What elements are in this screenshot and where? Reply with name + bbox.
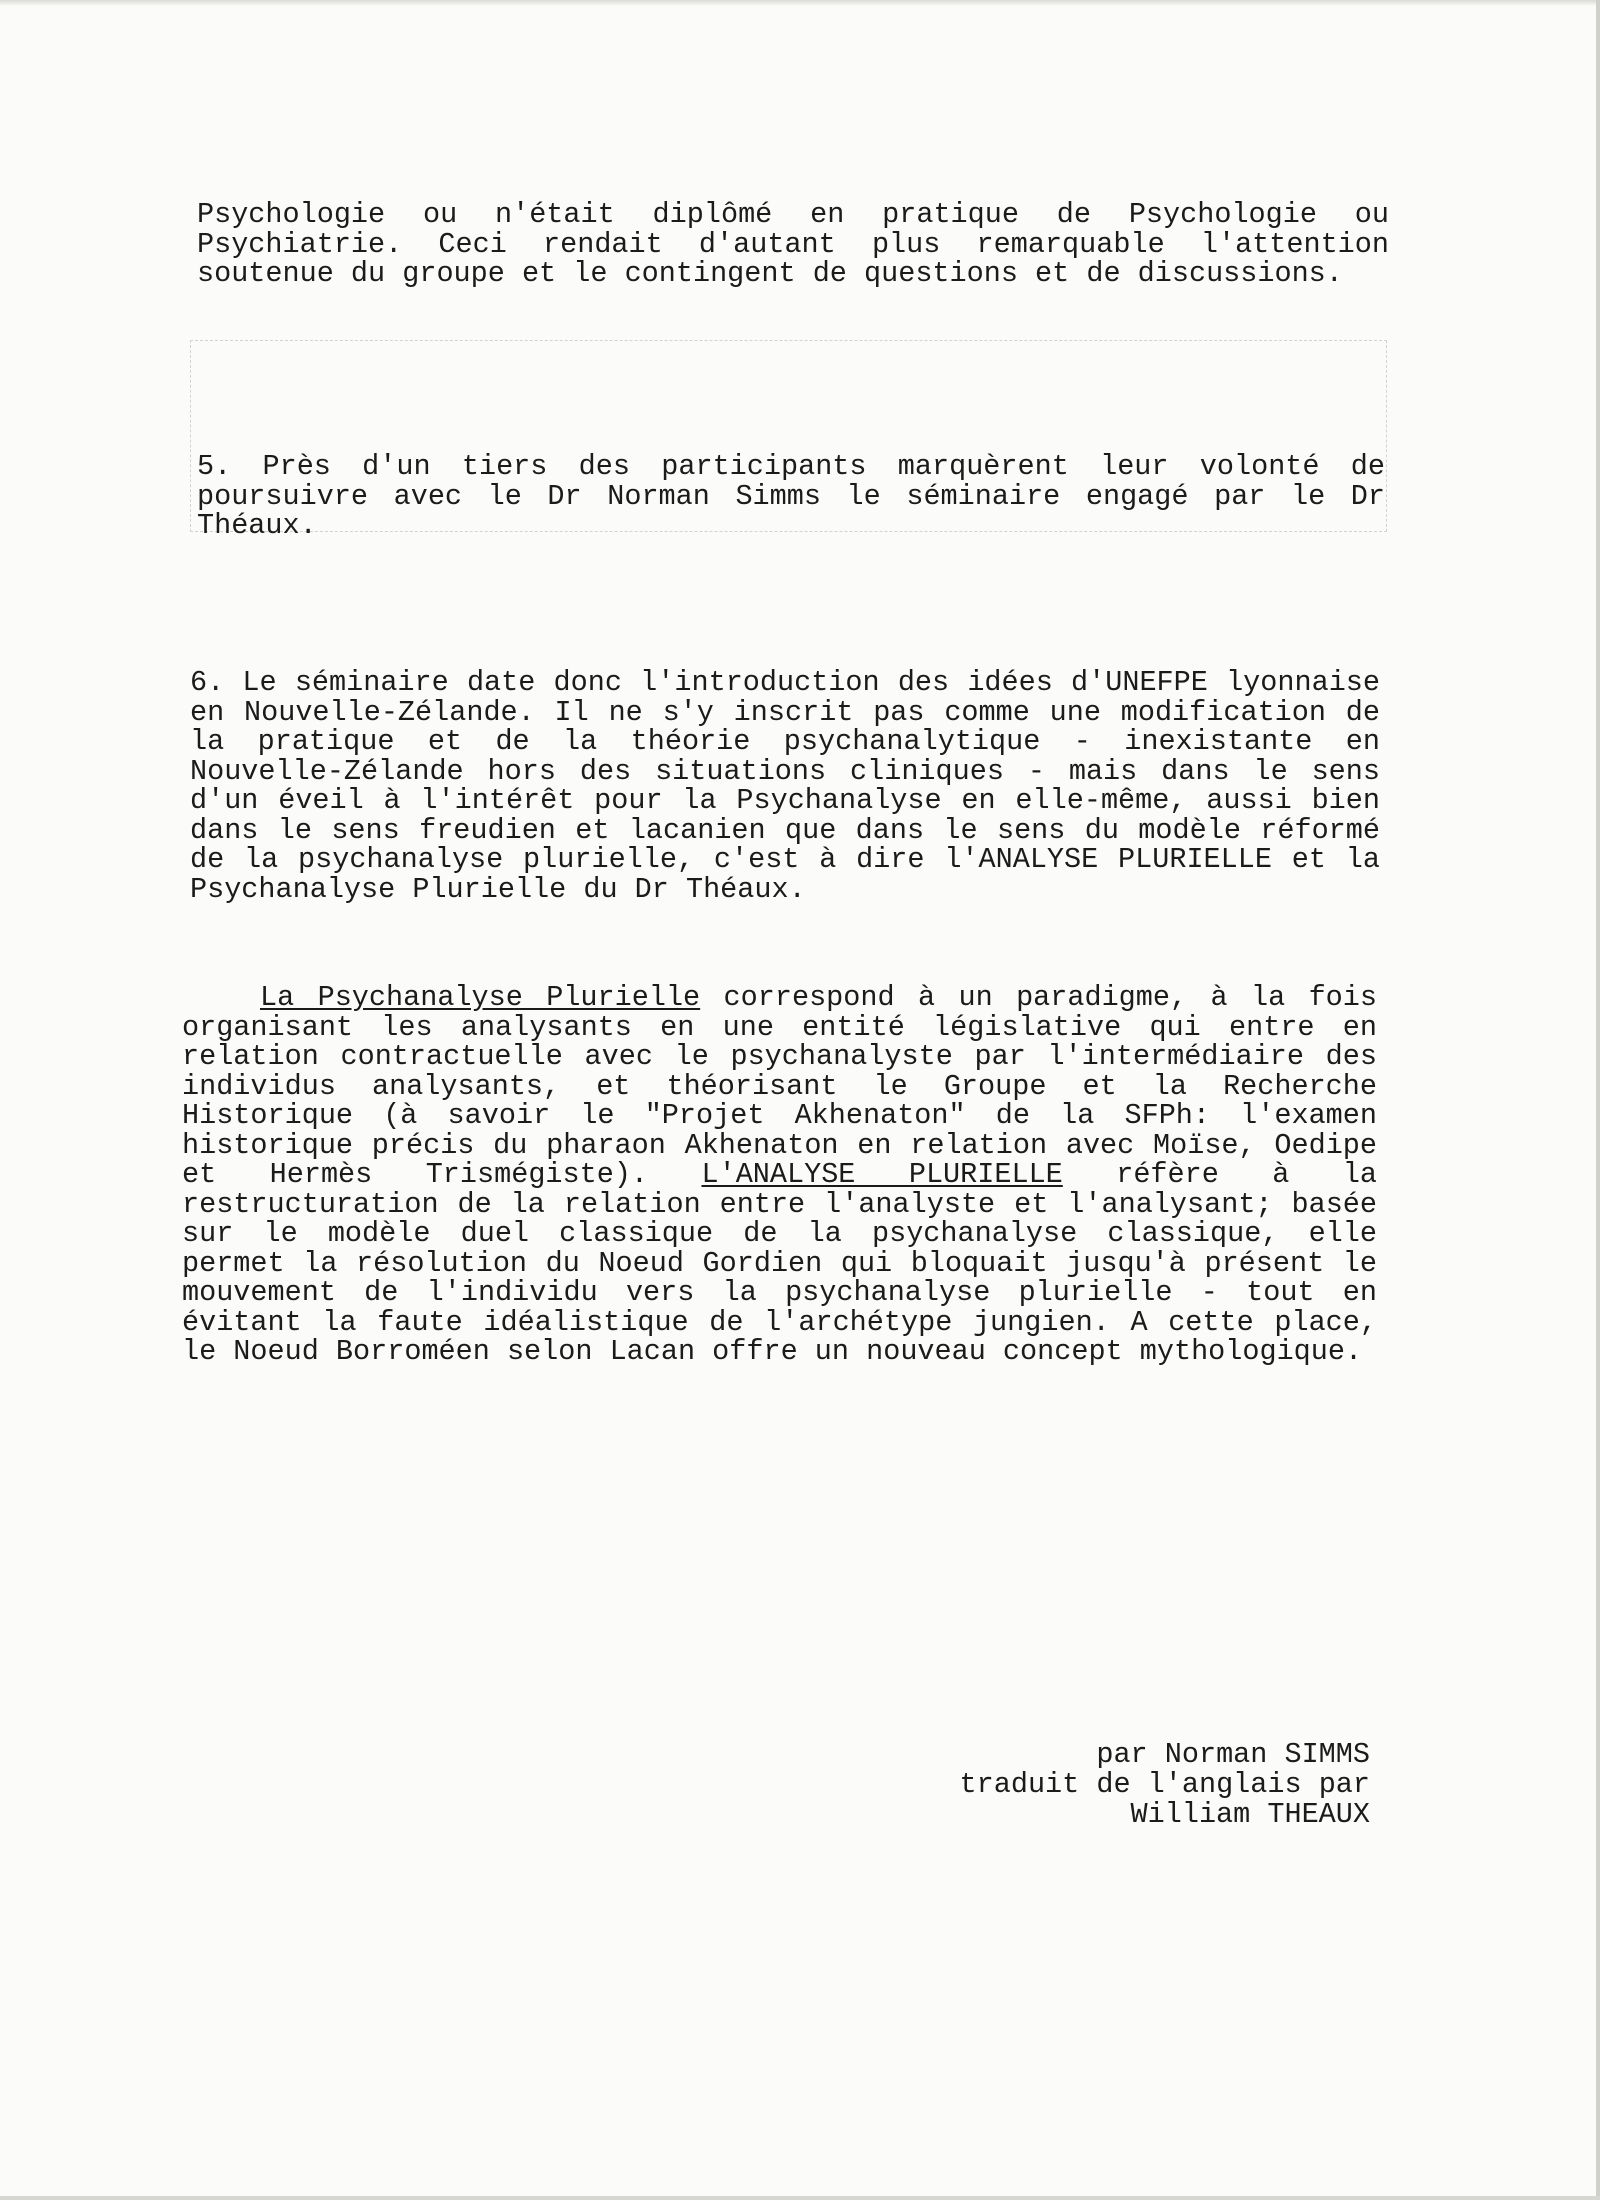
scan-right-edge xyxy=(1596,0,1600,2200)
paragraph-6-text: 6. Le séminaire date donc l'introduction des idées d'UNEFPE lyonnaise en Nouvelle-Zélande. Il ne s'y inscrit pas comme une modification de la pratique et de la théorie psychanalytique - inexistante en Nouvelle-Zélande hors des situations cliniques - mais dans le sens d'un éveil à l'intérêt pour la Psychanalyse en elle-même, aussi bien dans le sens freudien et lacanien que dans le sens du modèle réformé de la psychanalyse plurielle, c'est à dire l'ANALYSE PLURIELLE et la Psychanalyse Plurielle du Dr Théaux. xyxy=(190,666,1380,906)
paragraph-7 xyxy=(182,983,1377,1367)
paragraph-5 xyxy=(197,452,1385,541)
signature-author: par Norman SIMMS xyxy=(1096,1738,1370,1771)
paragraph-5-text: 5. Près d'un tiers des participants marquèrent leur volonté de poursuivre avec le Dr Norman Simms le séminaire engagé par le Dr Théaux. xyxy=(197,450,1385,542)
scan-bottom-edge xyxy=(0,2196,1600,2200)
signature-translator: William THEAUX xyxy=(1130,1798,1370,1831)
paragraph-continued xyxy=(197,200,1389,289)
paragraph-7-part2: réfère à la restructuration de la relation entre l'analyste et l'analysant; basée sur le modèle duel classique de la psychanalyse classique, elle permet la résolution du Noeud Gordien qui bloquait jusqu'à présent le mouvement de l'individu vers la psychanalyse plurielle - tout en évitant la faute idéalistique de l'archétype jungien. A cette place, le Noeud Borroméen selon Lacan offre un nouveau concept mythologique. xyxy=(182,1158,1378,1368)
signature-translated-by: traduit de l'anglais par xyxy=(959,1768,1370,1801)
signature-block xyxy=(960,1740,1370,1830)
paragraph-6 xyxy=(190,668,1380,904)
term-psychanalyse-plurielle: La Psychanalyse Plurielle xyxy=(260,981,701,1014)
term-analyse-plurielle: L'ANALYSE PLURIELLE xyxy=(701,1158,1063,1191)
paragraph-continued-text: Psychologie ou n'était diplômé en pratique de Psychologie ou Psychiatrie. Ceci rendait d'autant plus remarquable l'attention soutenue du groupe et le contingent de questions et de discussions. xyxy=(197,198,1389,290)
paragraph-7-text xyxy=(182,983,1377,1367)
scan-top-edge xyxy=(0,0,1600,6)
paragraph-7-part1: correspond à un paradigme, à la fois organisant les analysants en une entité législative qui entre en relation contractuelle avec le psychanalyste par l'intermédiaire des individus analysants, et théorisant le Groupe et la Recherche Historique (à savoir le "Projet Akhenaton" de la SFPh: l'examen historique précis du pharaon Akhenaton en relation avec Moïse, Oedipe et Hermès Trismégiste). xyxy=(182,981,1377,1191)
